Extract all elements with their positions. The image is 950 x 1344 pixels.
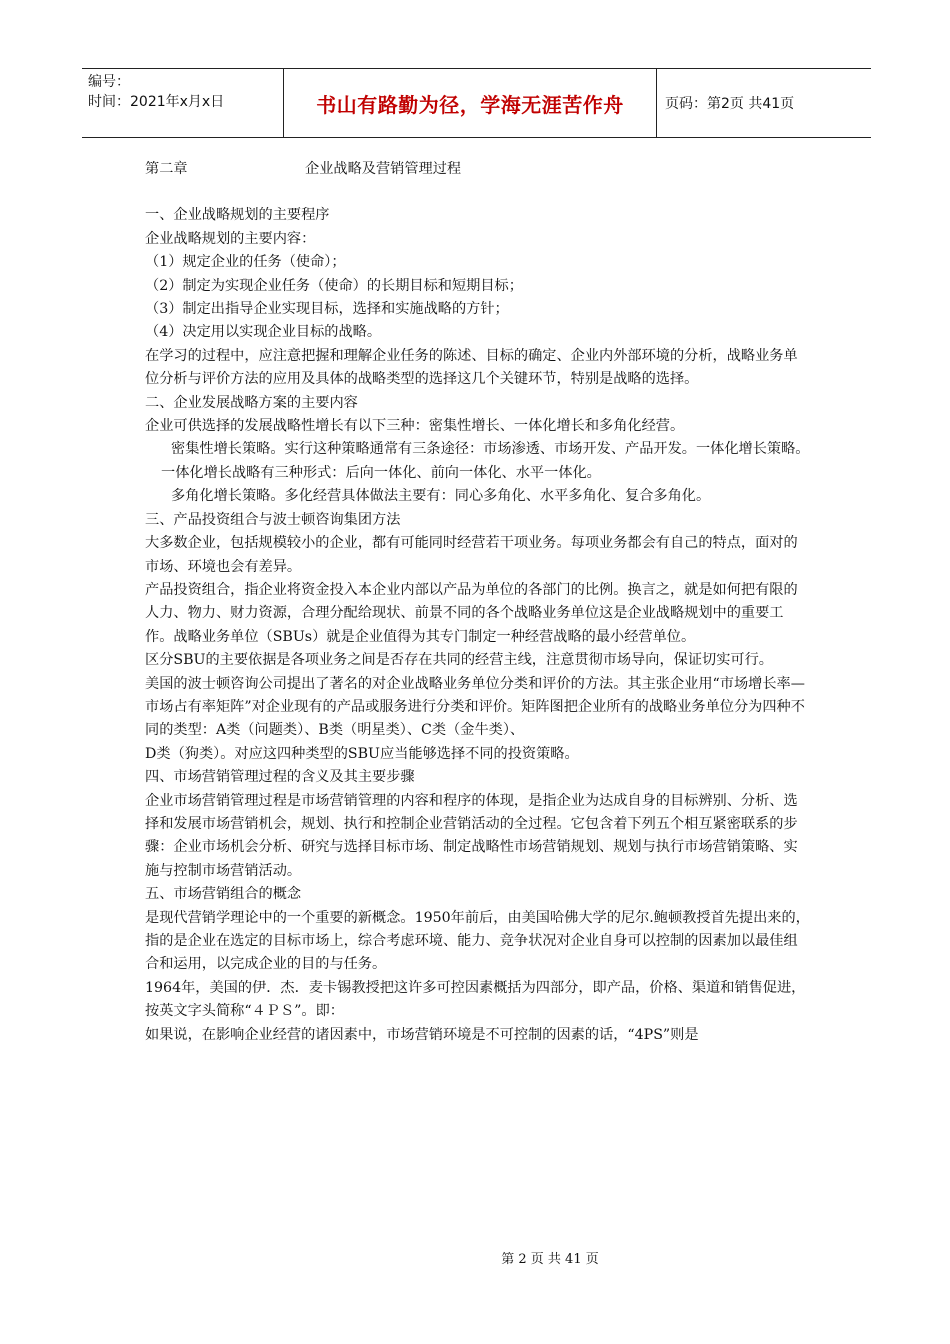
list-item: （4）决定用以实现企业目标的战略。	[145, 324, 382, 341]
chapter-title: 企业战略及营销管理过程	[305, 161, 462, 177]
paragraph: 企业可供选择的发展战略性增长有以下三种：密集性增长、一体化增长和多角化经营。	[145, 418, 685, 435]
chapter-heading	[145, 158, 810, 181]
paragraph: 大多数企业，包括规模较小的企业，都有可能同时经营若干项业务。每项业务都会有自己的特点，面对的市场、环境也会有差异。	[145, 535, 798, 575]
section-heading-2: 二、企业发展战略方案的主要内容	[145, 394, 358, 411]
paragraph: 企业战略规划的主要内容：	[145, 230, 316, 247]
paragraph: D类（狗类）。对应这四种类型的SBU应当能够选择不同的投资策略。	[145, 745, 579, 762]
header-number-label: 编号：	[88, 74, 130, 90]
section-heading-5: 五、市场营销组合的概念	[145, 886, 302, 903]
chapter-number: 第二章	[145, 161, 188, 177]
paragraph: 区分SBU的主要依据是各项业务之间是否存在共同的经营主线，注意贯彻市场导向，保证切实可行。	[145, 652, 773, 669]
list-item: （1）规定企业的任务（使命）；	[145, 254, 346, 271]
section-heading-4: 四、市场营销管理过程的含义及其主要步骤	[145, 769, 415, 786]
header-motto: 书山有路勤为径，学海无涯苦作舟	[284, 69, 657, 137]
list-item: （2）制定为实现企业任务（使命）的长期目标和短期目标；	[145, 277, 523, 294]
paragraph: 产品投资组合，指企业将资金投入本企业内部以产品为单位的各部门的比例。换言之，就是如何把有限的人力、物力、财力资源，合理分配给现状、前景不同的各个战略业务单位这是企业战略规划中的重要工作。战略业务单位（SBUs）就是企业值得为其专门制定一种经营战略的最小经营单位。	[145, 581, 798, 645]
paragraph: 密集性增长策略。实行这种策略通常有三条途径：市场渗透、市场开发、产品开发。一体化增长策略。	[171, 441, 810, 458]
document-body	[145, 158, 810, 1047]
paragraph: 企业市场营销管理过程是市场营销管理的内容和程序的体现，是指企业为达成自身的目标辨别、分析、选择和发展市场营销机会，规划、执行和控制企业营销活动的全过程。它包含着下列五个相互紧密联系的步骤：企业市场机会分析、研究与选择目标市场、制定战略性市场营销规划、规划与执行市场营销策略、实施与控制市场营销活动。	[145, 792, 798, 879]
paragraph: 是现代营销学理论中的一个重要的新概念。1950年前后，由美国哈佛大学的尼尔.鲍顿教授首先提出来的，指的是企业在选定的目标市场上，综合考虑环境、能力、竞争状况对企业自身可以控制的因素加以最佳组合和运用，以完成企业的目的与任务。	[145, 909, 810, 973]
paragraph: 美国的波士顿咨询公司提出了著名的对企业战略业务单位分类和评价的方法。其主张企业用“市场增长率—市场占有率矩阵”对企业现有的产品或服务进行分类和评价。矩阵图把企业所有的战略业务单位分为四种不同的类型：A类（问题类）、B类（明星类）、C类（金牛类）、	[145, 675, 805, 739]
list-item: （3）制定出指导企业实现目标，选择和实施战略的方针；	[145, 301, 509, 318]
paragraph: 如果说，在影响企业经营的诸因素中，市场营销环境是不可控制的因素的话，“4PS”则是	[145, 1026, 699, 1043]
document-header	[82, 68, 871, 138]
paragraph: 多角化增长策略。多化经营具体做法主要有：同心多角化、水平多角化、复合多角化。	[171, 488, 711, 505]
section-heading-1: 一、企业战略规划的主要程序	[145, 207, 330, 224]
page-footer: 第 2 页 共 41 页	[501, 1252, 599, 1267]
header-page-info: 页码：第2页 共41页	[665, 96, 795, 112]
paragraph: 1964年，美国的伊．杰．麦卡锡教授把这许多可控因素概括为四部分，即产品，价格、渠道和销售促进，按英文字头简称“４ＰＳ”。即：	[145, 979, 806, 1020]
paragraph: 在学习的过程中，应注意把握和理解企业任务的陈述、目标的确定、企业内外部环境的分析，战略业务单位分析与评价方法的应用及具体的战略类型的选择这几个关键环节，特别是战略的选择。	[145, 347, 798, 388]
paragraph: 一体化增长战略有三种形式：后向一体化、前向一体化、水平一体化。	[161, 464, 601, 481]
header-date-label: 时间：2021年x月x日	[88, 94, 225, 110]
section-heading-3: 三、产品投资组合与波士顿咨询集团方法	[145, 511, 401, 528]
header-meta	[82, 69, 284, 137]
